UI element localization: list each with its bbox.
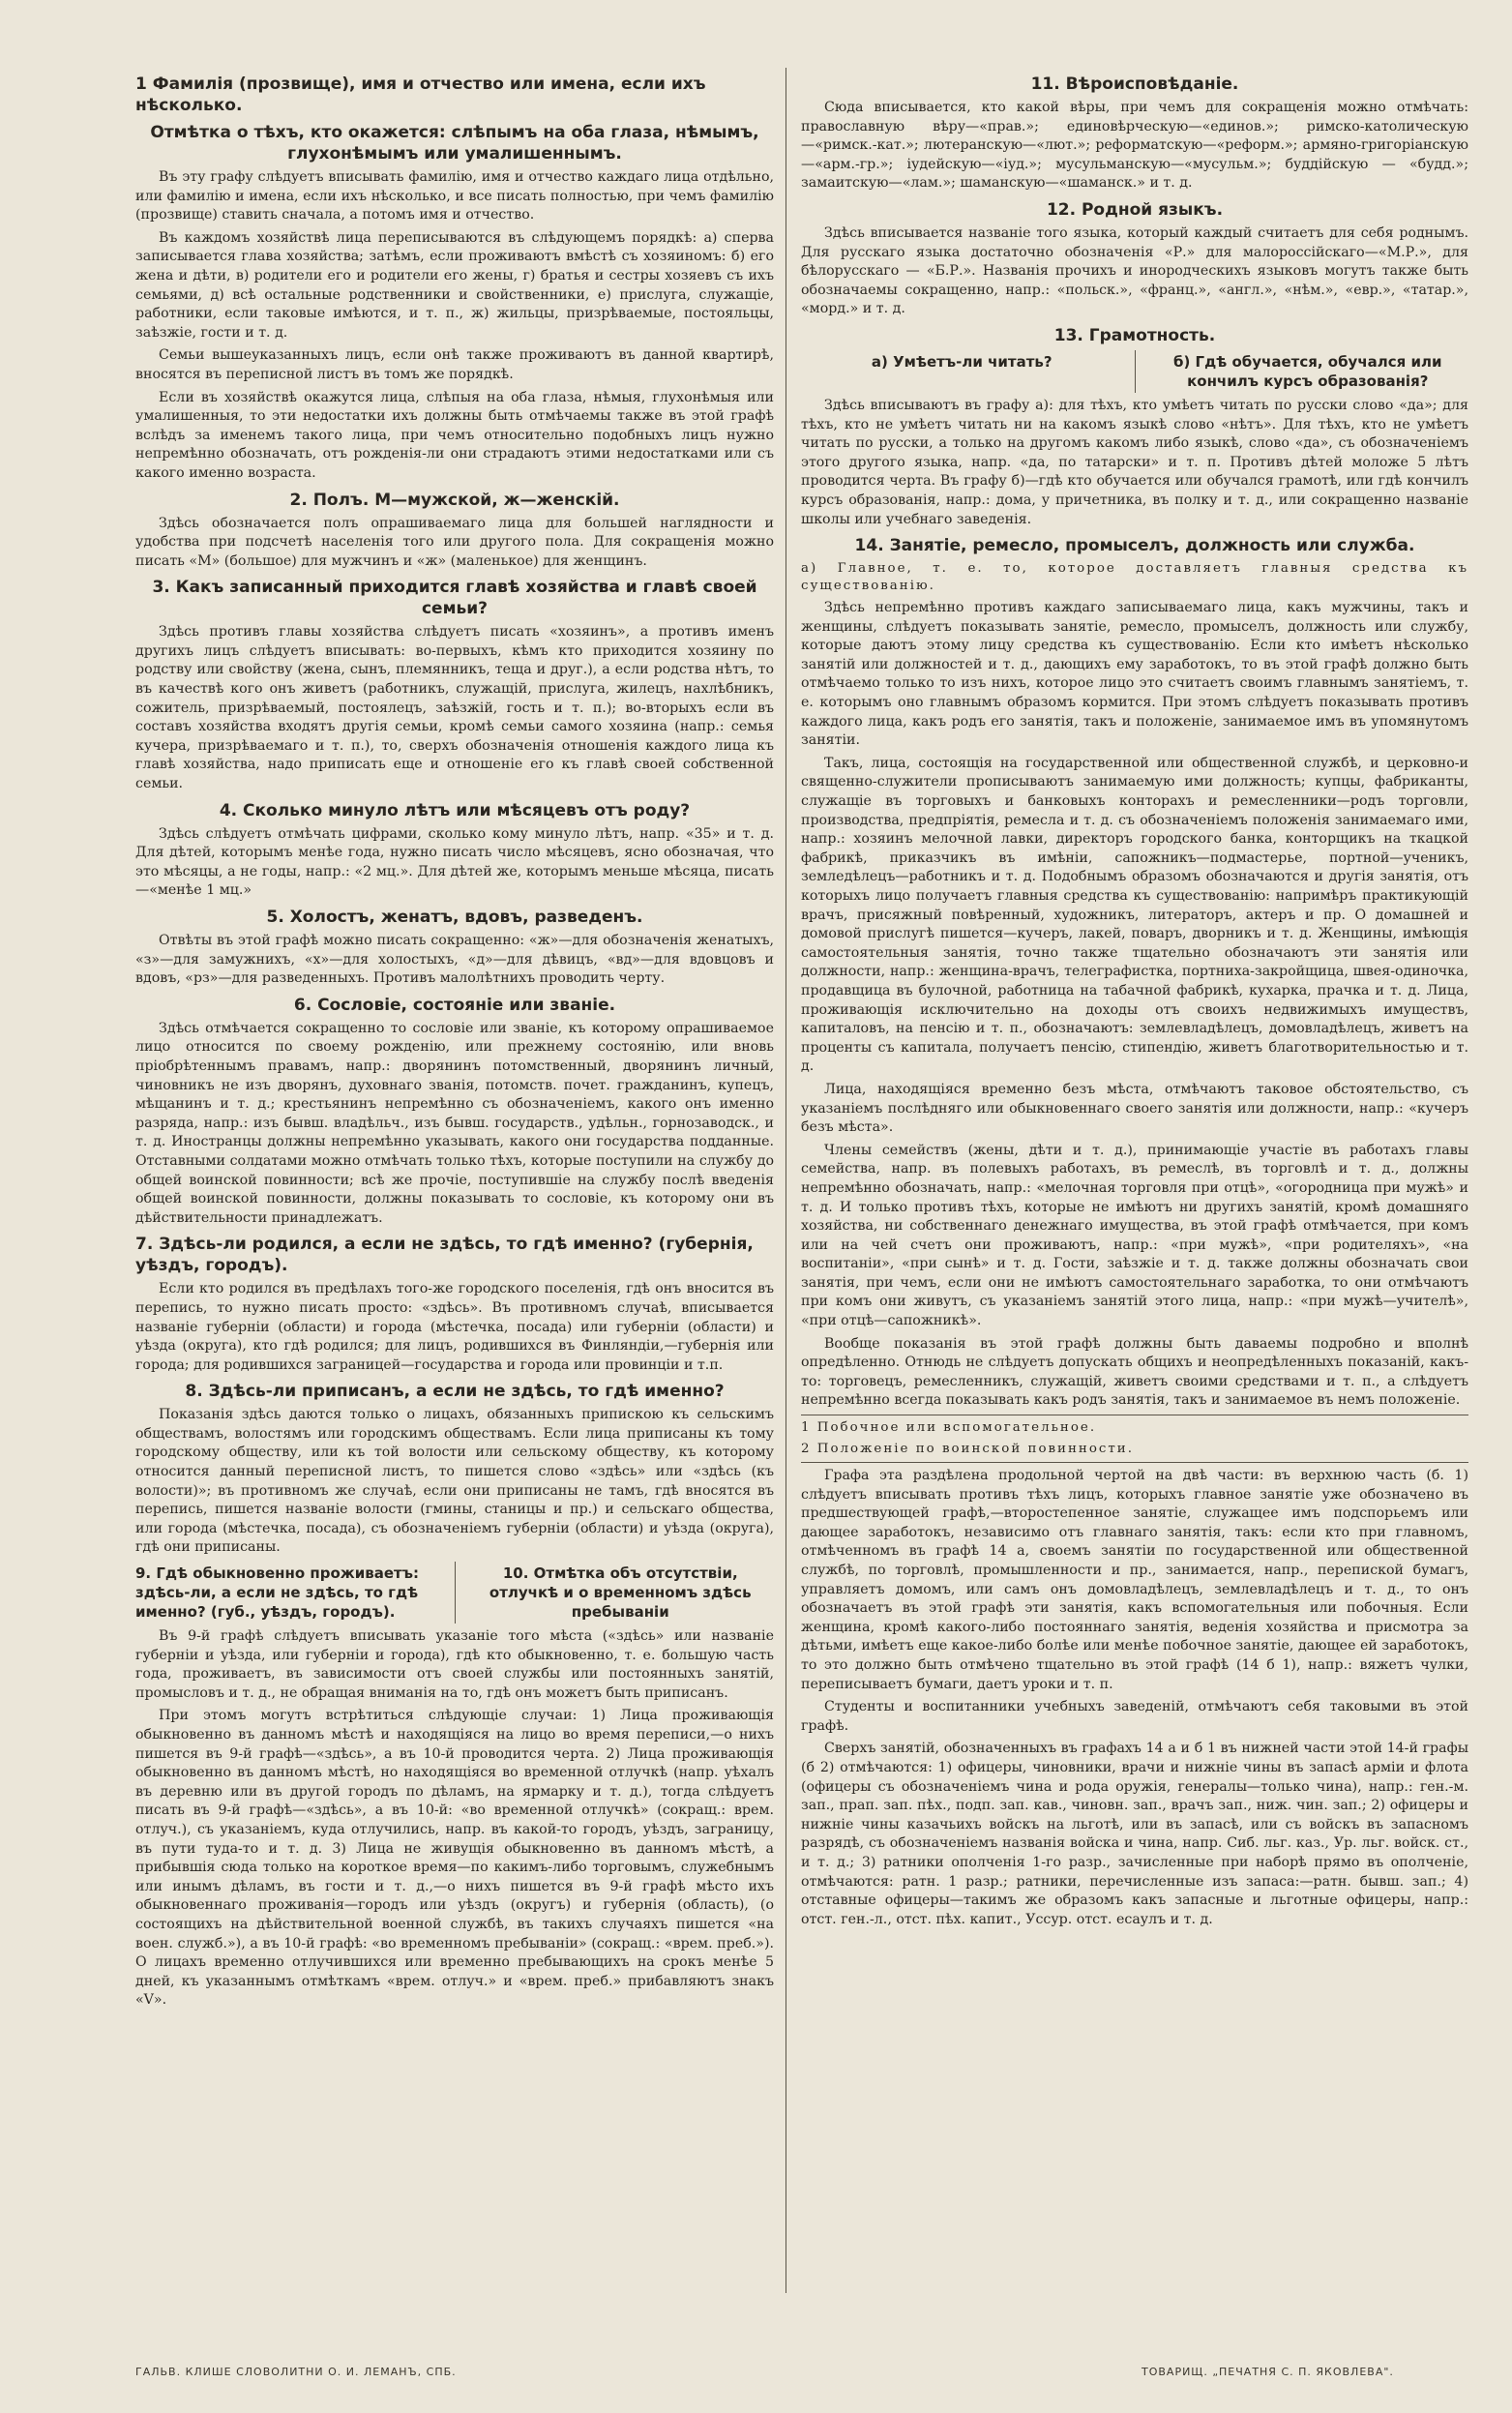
section-13-divider xyxy=(1135,350,1136,393)
right-column xyxy=(801,68,1468,1933)
section-11-paragraph: Сюда вписывается, кто какой вѣры, при чемъ для сокращенія можно отмѣчать: православную вѣру—«прав.»; единовѣрческую—«единов.»; римско-католическую—«римск.-кат.»; лютеранскую—«лют.»; реформатскую—«реформ.»; армяно-григоріанскую—«арм.-гр.»; іудейскую—«іуд.»; мусульманскую—«мусульм.»; буддійскую — «будд.»; замаитскую—«лам.»; шаманскую—«шаманск.» и т. д. xyxy=(801,100,1468,192)
section-1-subtitle: Отмѣтка о тѣхъ, кто окажется: слѣпымъ на оба глаза, нѣмымъ, глухонѣмымъ или умалишеннымъ. xyxy=(150,123,759,164)
section-9-title: 9. Гдѣ обыкновенно проживаетъ: здѣсь-ли, а если не здѣсь, то гдѣ именно? (губ., уѣздъ, городъ). xyxy=(135,1564,419,1622)
section-14-paragraph: Такъ, лица, состоящія на государственной или общественной службѣ, и церковно-и священно-служители прописываютъ занимаемую ими должность; купцы, фабриканты, служащіе въ торговыхъ и банковыхъ конторахъ и ремесленники—родъ торговли, производства, предпріятія, ремесла и т. д. съ обозначеніемъ положенія занимаемаго ими, напр.: хозяинъ мелочной лавки, директоръ городского банка, конторщикъ на ткацкой фабрикѣ, приказчикъ въ имѣніи, сапожникъ—подмастерье, портной—ученикъ, земледѣлецъ—работникъ и т. д. Подобнымъ образомъ обозначаются и другія занятія, отъ которыхъ лицо получаетъ главныя средства къ существованію: напримѣръ практикующій врачъ, присяжный повѣренный, художникъ, литераторъ, актеръ и пр. О домашней и домовой прислугѣ пишется—кучеръ, лакей, поваръ, дворникъ и т. д. Женщины, имѣющія самостоятельныя занятія, точно также тщательно обозначаютъ эти занятія или должности, напр.: женщина-врачъ, телеграфистка, портниха-закройщица, швея-одиночка, продавщица въ булочной, работница на табачной фабрикѣ, кухарка, прачка и т. д. Лица, проживающія исключительно на доходы отъ своихъ недвижимыхъ имуществъ, капиталовъ, на пенсію и т. п., обозначаютъ: землевладѣлецъ, домовладѣлецъ, живетъ на проценты съ капитала, получаетъ пенсію, стипендію, живетъ благотворительностью и т. д. xyxy=(801,755,1468,1075)
section-14-subheading-a: а) Главное, т. е. то, которое доставляетъ главныя средства къ существованію. xyxy=(801,561,1468,594)
section-1-paragraph: Въ эту графу слѣдуетъ вписывать фамилію, имя и отчество каждаго лица отдѣльно, или фамилію и имена, если ихъ нѣсколько, и все писать полностью, при чемъ фамилію (прозвище) ставить сначала, а потомъ имя и отчество. xyxy=(135,169,774,223)
section-14-paragraph: Графа эта раздѣлена продольной чертой на двѣ части: въ верхнюю часть (б. 1) слѣдуетъ вписывать противъ тѣхъ лицъ, которыхъ главное занятіе уже обозначено въ предшествующей графѣ,—второстепенное занятіе, служащее имъ подспорьемъ или дающее заработокъ, независимо отъ главнаго занятія, такъ: если кто при главномъ, отмѣченномъ въ графѣ 14 а, своемъ занятіи по государственной или общественной службѣ, по торговлѣ, промышленности и пр., занимается, напр., перепиской бумагъ, управляетъ домомъ, или самъ онъ домовладѣлецъ, землевладѣлецъ и т. д., то онъ обозначаетъ въ этой графѣ эти занятія, какъ вспомогательныя или побочныя. Если женщина, кромѣ какого-либо постояннаго занятія, веденія хозяйства и присмотра за дѣтьми, имѣетъ еще какое-либо болѣе или менѣе побочное занятіе, дающее ей заработокъ, то это должно быть отмѣчено тщательно въ этой графѣ (14 б 1), напр.: вяжетъ чулки, переписываетъ бумаги, даетъ уроки и т. п. xyxy=(801,1468,1468,1692)
section-1-paragraph: Если въ хозяйствѣ окажутся лица, слѣпыя на оба глаза, нѣмыя, глухонѣмыя или умалишенныя, то эти недостатки ихъ должны быть отмѣчаемы также въ этой графѣ вслѣдъ за именемъ такого лица, при чемъ относительно подобныхъ лицъ нужно непремѣнно обозначать, отъ рожденія-ли они страдаютъ этими недостатками или съ какого именно возраста. xyxy=(135,389,774,481)
section-9-paragraph: При этомъ могутъ встрѣтиться слѣдующіе случаи: 1) Лица проживающія обыкновенно въ данномъ мѣстѣ и находящіяся на лицо во время переписи,—о нихъ пишется въ 9-й графѣ—«здѣсь», а въ 10-й проводится черта. 2) Лица проживающія обыкновенно въ данномъ мѣстѣ, но находящіяся во временной отлучкѣ (напр. уѣхалъ въ деревню или въ другой городъ по дѣламъ, на ярмарку и т. д.), тогда слѣдуетъ писать въ 9-й графѣ—«здѣсь», а въ 10-й: «во временной отлучкѣ» (сокращ.: врем. отлуч.), съ указаніемъ, куда отлучились, напр. въ какой-то городъ, уѣздъ, заграницу, въ пути туда-то и т. д. 3) Лица не живущія обыкновенно въ данномъ мѣстѣ, а прибывшія сюда только на короткое время—по какимъ-либо торговымъ, служебнымъ или инымъ дѣламъ, въ гости и т. д.,—о нихъ пишется въ 9-й графѣ мѣсто ихъ обыкновеннаго проживанія—городъ или уѣздъ (округъ) и губернія (область), (о состоящихъ на дѣйствительной военной службѣ, въ такихъ случаяхъ пишется «на воен. служб.»), а въ 10-й графѣ: «во временномъ пребываніи» (сокращ.: «врем. преб.»). О лицахъ временно отлучившихся или временно пребывающихъ на срокъ менѣе 5 дней, къ указаннымъ отмѣткамъ «врем. отлуч.» и «врем. преб.» прибавляютъ знакъ «V». xyxy=(135,1708,774,2009)
section-11-title: 11. Вѣроисповѣданіе. xyxy=(1030,74,1239,94)
section-13-title: 13. Грамотность. xyxy=(1053,325,1216,345)
section-14-rule xyxy=(801,1462,1468,1463)
section-12-paragraph: Здѣсь вписывается названіе того языка, который каждый считаетъ для себя роднымъ. Для русскаго языка достаточно обозначенія «Р.» для малороссійскаго—«М.Р.», для бѣлорусскаго — «Б.Р.». Названія прочихъ и инородческихъ языковъ могутъ также быть обозначаемы сокращенно, напр.: «польск.», «франц.», «англ.», «нѣм.», «евр.», «татар.», «морд.» и т. д. xyxy=(801,224,1468,317)
section-14-paragraph: Здѣсь непремѣнно противъ каждаго записываемаго лица, какъ мужчины, такъ и женщины, слѣдуетъ показывать занятіе, ремесло, промыселъ, должность или службу, которые даютъ этому лицу средства къ существованію. Если кто имѣетъ нѣсколько занятій или должностей и т. д., дающихъ ему заработокъ, то въ этой графѣ должно быть отмѣчаемо только то изъ нихъ, которое лицо это считаетъ своимъ главнымъ занятіемъ, т. е. которымъ оно главнымъ образомъ кормится. При этомъ слѣдуетъ показывать противъ каждого лица, какъ родъ его занятія, такъ и положеніе, занимаемое имъ въ упомянутомъ занятіи. xyxy=(801,600,1468,749)
section-13-paragraph: Здѣсь вписываютъ въ графу а): для тѣхъ, кто умѣетъ читать по русски слово «да»; для тѣхъ, кто не умѣетъ читать ни на какомъ языкѣ слово «нѣтъ». Для тѣхъ, кто не умѣетъ читать по русски, а только на другомъ какомъ либо языкѣ, слово «да», съ обозначеніемъ этого другого языка, напр. «да, по татарски» и т. п. Противъ дѣтей моложе 5 лѣтъ проводится черта. Въ графу б)—гдѣ кто обучается или обучался грамотѣ, или гдѣ кончилъ курсъ образованія, напр.: дома, у причетника, въ полку и т. д., или сокращенно названіе школы или учебнаго заведенія. xyxy=(801,397,1468,527)
section-4-paragraph: Здѣсь слѣдуетъ отмѣчать цифрами, сколько кому минуло лѣтъ, напр. «35» и т. д. Для дѣтей, которымъ менѣе года, нужно писать число мѣсяцевъ, ясно обозначая, что это мѣсяцы, а не годы, напр.: «2 мц.». Для дѣтей же, которымъ меньше мѣсяца, писать—«менѣе 1 мц.» xyxy=(135,825,774,899)
footer-printer-left: ГАЛЬВ. КЛИШЕ СЛОВОЛИТНИ О. И. ЛЕМАНЪ, СПБ. xyxy=(135,2366,457,2378)
section-7-title: 7. Здѣсь-ли родился, а если не здѣсь, то гдѣ именно? (губернія, уѣздъ, городъ). xyxy=(135,1235,754,1276)
section-9-10-divider xyxy=(455,1562,456,1624)
section-1-paragraph: Въ каждомъ хозяйствѣ лица переписываются въ слѣдующемъ порядкѣ: а) сперва записывается глава хозяйства; затѣмъ, если проживаютъ вмѣстѣ съ хозяиномъ: б) его жена и дѣти, в) родители его и родители его жены, г) братья и сестры хозяевъ съ ихъ семьями, д) всѣ остальные родственники и свойственники, е) прислуга, служащіе, работники, если таковые имѣются, и т. п., ж) жильцы, призрѣваемые, постояльцы, заѣзжіе, гости и т. д. xyxy=(135,229,774,341)
section-4-title: 4. Сколько минуло лѣтъ или мѣсяцевъ отъ роду? xyxy=(219,800,691,820)
section-14-paragraph: Студенты и воспитанники учебныхъ заведеній, отмѣчаютъ себя таковыми въ этой графѣ. xyxy=(801,1699,1468,1734)
footer-printer-right: ТОВАРИЩ. „ПЕЧАТНЯ С. П. ЯКОВЛЕВА". xyxy=(1141,2366,1394,2378)
section-8-title: 8. Здѣсь-ли приписанъ, а если не здѣсь, то гдѣ именно? xyxy=(185,1382,725,1402)
section-9-paragraph: Въ 9-й графѣ слѣдуетъ вписывать указаніе того мѣста («здѣсь» или названіе губерніи и уѣзда, или губерніи и города), гдѣ кто обыкновенно, т. е. большую часть года, проживаетъ, въ зависимости отъ своей службы или постоянныхъ занятій, промысловъ и т. д., не обращая вниманія на то, гдѣ онъ можетъ быть приписанъ. xyxy=(135,1628,774,1701)
section-13-b-label: б) Гдѣ обучается, обучался или кончилъ курсъ образованія? xyxy=(1173,352,1442,390)
section-14-paragraph: Лица, находящіяся временно безъ мѣста, отмѣчаютъ таковое обстоятельство, съ указаніемъ послѣдняго или обыкновеннаго своего занятія или должности, напр.: «кучеръ безъ мѣста». xyxy=(801,1081,1468,1136)
section-2-title: 2. Полъ. М—мужской, ж—женскій. xyxy=(289,490,620,510)
section-14-title: 14. Занятіе, ремесло, промыселъ, должность или служба. xyxy=(854,536,1415,556)
section-5-title: 5. Холостъ, женатъ, вдовъ, разведенъ. xyxy=(266,908,643,927)
section-14-subheading-b1: 1 Побочное или вспомогательное. xyxy=(801,1420,1097,1436)
section-14-paragraph: Сверхъ занятій, обозначенныхъ въ графахъ 14 а и б 1 въ нижней части этой 14-й графы (б 2) отмѣчаются: 1) офицеры, чиновники, врачи и нижніе чины въ запасѣ арміи и флота (офицеры съ обозначеніемъ чина и рода оружія, генералы—только чина), напр.: ген.-м. зап., прап. зап. пѣх., подп. зап. кав., чиновн. зап., врачъ зап., ниж. чин. зап.; 2) офицеры и нижніе чины казачьихъ войскъ на льготѣ, или въ запасѣ, или съ войскъ въ запасномъ разрядѣ, съ обозначеніемъ названія войска и чина, напр. Сиб. льг. каз., Ур. льг. войск. ст., и т. д.; 3) ратники ополченія 1-го разр., зачисленные при наборѣ прямо въ ополченіе, отмѣчаются: ратн. 1 разр.; ратники, перечисленные изъ запаса:—ратн. бывш. зап.; 4) отставные офицеры—такимъ же образомъ какъ запасные и льготные офицеры, напр.: отст. ген.-л., отст. пѣх. капит., Уссур. отст. есаулъ и т. д. xyxy=(801,1741,1468,1927)
section-8-paragraph: Показанія здѣсь даются только о лицахъ, обязанныхъ припискою къ сельскимъ обществамъ, волостямъ или городскимъ обществамъ. Если лица приписаны къ тому городскому обществу, или къ той волости или сельскому обществу, къ которому относится данный переписной листъ, то пишется слово «здѣсь» или «здѣсь (къ волости)»; въ противномъ же случаѣ, если они приписаны не тамъ, гдѣ вносятся въ перепись, пишется названіе волости (гмины, станицы и пр.) и сельскаго общества, или города (мѣстечка, посада), съ обозначеніемъ губерніи (области) и уѣзда (округа), гдѣ они приписаны. xyxy=(135,1407,774,1556)
section-14-subheading-b2: 2 Положеніе по воинской повинности. xyxy=(801,1442,1134,1457)
section-3-title: 3. Какъ записанный приходится главѣ хозяйства и главѣ своей семьи? xyxy=(152,578,757,619)
section-13-a-label: а) Умѣетъ-ли читать? xyxy=(871,352,1052,371)
section-2-paragraph: Здѣсь обозначается полъ опрашиваемаго лица для большей наглядности и удобства при подсчетѣ населенія того или другого пола. Для сокращенія можно писать «М» (большое) для мужчинъ и «ж» (маленькое) для женщинъ. xyxy=(135,515,774,569)
section-10-title: 10. Отмѣтка объ отсутствіи, отлучкѣ и о временномъ здѣсь пребываніи xyxy=(489,1564,752,1622)
section-7-paragraph: Если кто родился въ предѣлахъ того-же городского поселенія, гдѣ онъ вносится въ перепись, то нужно писать просто: «здѣсь». Въ противномъ случаѣ, вписывается названіе губерніи (области) и города (мѣстечка, посада) или губерніи (области) и уѣзда (округа), кто гдѣ родился; для лицъ, родившихся въ Финляндіи,—губернія или города; для родившихся заграницей—государства и города или провинціи и т.п. xyxy=(135,1281,774,1373)
section-14-paragraph: Вообще показанія въ этой графѣ должны быть даваемы подробно и вполнѣ опредѣленно. Отнюдь не слѣдуетъ допускать общихъ и неопредѣленныхъ показаній, какъ-то: торговецъ, ремесленникъ, служащій, живетъ своими средствами и т. п., а слѣдуетъ непремѣнно всегда показывать какъ родъ занятія, такъ и занимаемое въ немъ положеніе. xyxy=(801,1335,1468,1409)
section-1-paragraph: Семьи вышеуказанныхъ лицъ, если онѣ также проживаютъ въ данной квартирѣ, вносятся въ переписной листъ въ томъ же порядкѣ. xyxy=(135,347,774,382)
section-5-paragraph: Отвѣты въ этой графѣ можно писать сокращенно: «ж»—для обозначенія женатыхъ, «з»—для замужнихъ, «х»—для холостыхъ, «д»—для дѣвицъ, «вд»—для вдовцовъ и вдовъ, «рз»—для разведенныхъ. Противъ малолѣтнихъ проводить черту. xyxy=(135,933,774,987)
section-3-paragraph: Здѣсь противъ главы хозяйства слѣдуетъ писать «хозяинъ», а противъ именъ другихъ лицъ слѣдуетъ вписывать: во-первыхъ, кѣмъ кто приходится хозяину по родству или свойству (жена, сынъ, племянникъ, теща и друг.), а если родства нѣтъ, то въ качествѣ кого онъ живетъ (работникъ, служащій, прислуга, жилецъ, нахлѣбникъ, сожитель, призрѣваемый, постоялецъ, заѣзжій, гость и т. п.); во-вторыхъ если въ составъ хозяйства входятъ другія семьи, кромѣ семьи самого хозяина (напр.: семья кучера, призрѣваемаго и т. п.), то, сверхъ обозначенія отношенія каждого лица къ главѣ хозяйства, надо приписать еще и отношеніе его къ главѣ своей собственной семьи. xyxy=(135,624,774,792)
section-9-10-header xyxy=(135,1562,774,1624)
section-14-paragraph: Члены семействъ (жены, дѣти и т. д.), принимающіе участіе въ работахъ главы семейства, напр. въ полевыхъ работахъ, въ ремеслѣ, въ торговлѣ и т. д., должны непремѣнно обозначать, напр.: «мелочная торговля при отцѣ», «огородница при мужѣ» и т. д. И только противъ тѣхъ, которые не имѣютъ ни другихъ занятій, кромѣ домашняго хозяйства, ни собственнаго денежнаго имущества, въ этой графѣ отмѣчается, при комъ или на чей счетъ они проживаютъ, напр.: «при мужѣ», «при родителяхъ», «на воспитаніи», «при сынѣ» и т. д. Гости, заѣзжіе и т. д. также должны обозначать свои занятія, при чемъ, если они не имѣютъ самостоятельнаго заработка, то они отмѣчаютъ при комъ они живутъ, съ указаніемъ занятій этого лица, напр.: «при мужѣ—учителѣ», «при отцѣ—сапожникѣ». xyxy=(801,1142,1468,1329)
section-12-title: 12. Родной языкъ. xyxy=(1046,199,1224,220)
section-6-title: 6. Сословіе, состояніе или званіе. xyxy=(293,995,616,1015)
section-13-columns xyxy=(801,350,1468,393)
section-1-title: 1 Фамилія (прозвище), имя и отчество или имена, если ихъ нѣсколько. xyxy=(135,74,706,115)
left-column xyxy=(135,68,774,2014)
section-6-paragraph: Здѣсь отмѣчается сокращенно то сословіе или званіе, къ которому опрашиваемое лицо относится по своему рожденію, или прежнему состоянію, или вновь пріобрѣтеннымъ правамъ, напр.: дворянинъ потомственный, дворянинъ личный, чиновникъ не изъ дворянъ, духовнаго званія, потомств. почет. гражданинъ, купецъ, мѣщанинъ и т. д.; крестьянинъ непремѣнно съ обозначеніемъ, какого онъ именно разряда, напр.: изъ бывш. владѣльч., изъ бывш. государств., удѣльн., горнозаводск., и т. д. Иностранцы должны непремѣнно указывать, какого они государства подданные. Отставными солдатами можно отмѣчать только тѣхъ, которые поступили на службу до общей воинской повинности; всѣ же прочіе, поступившіе на службу послѣ введенія общей воинской повинности, должны показывать то сословіе, къ которому они въ дѣйствительности принадлежатъ. xyxy=(135,1020,774,1226)
